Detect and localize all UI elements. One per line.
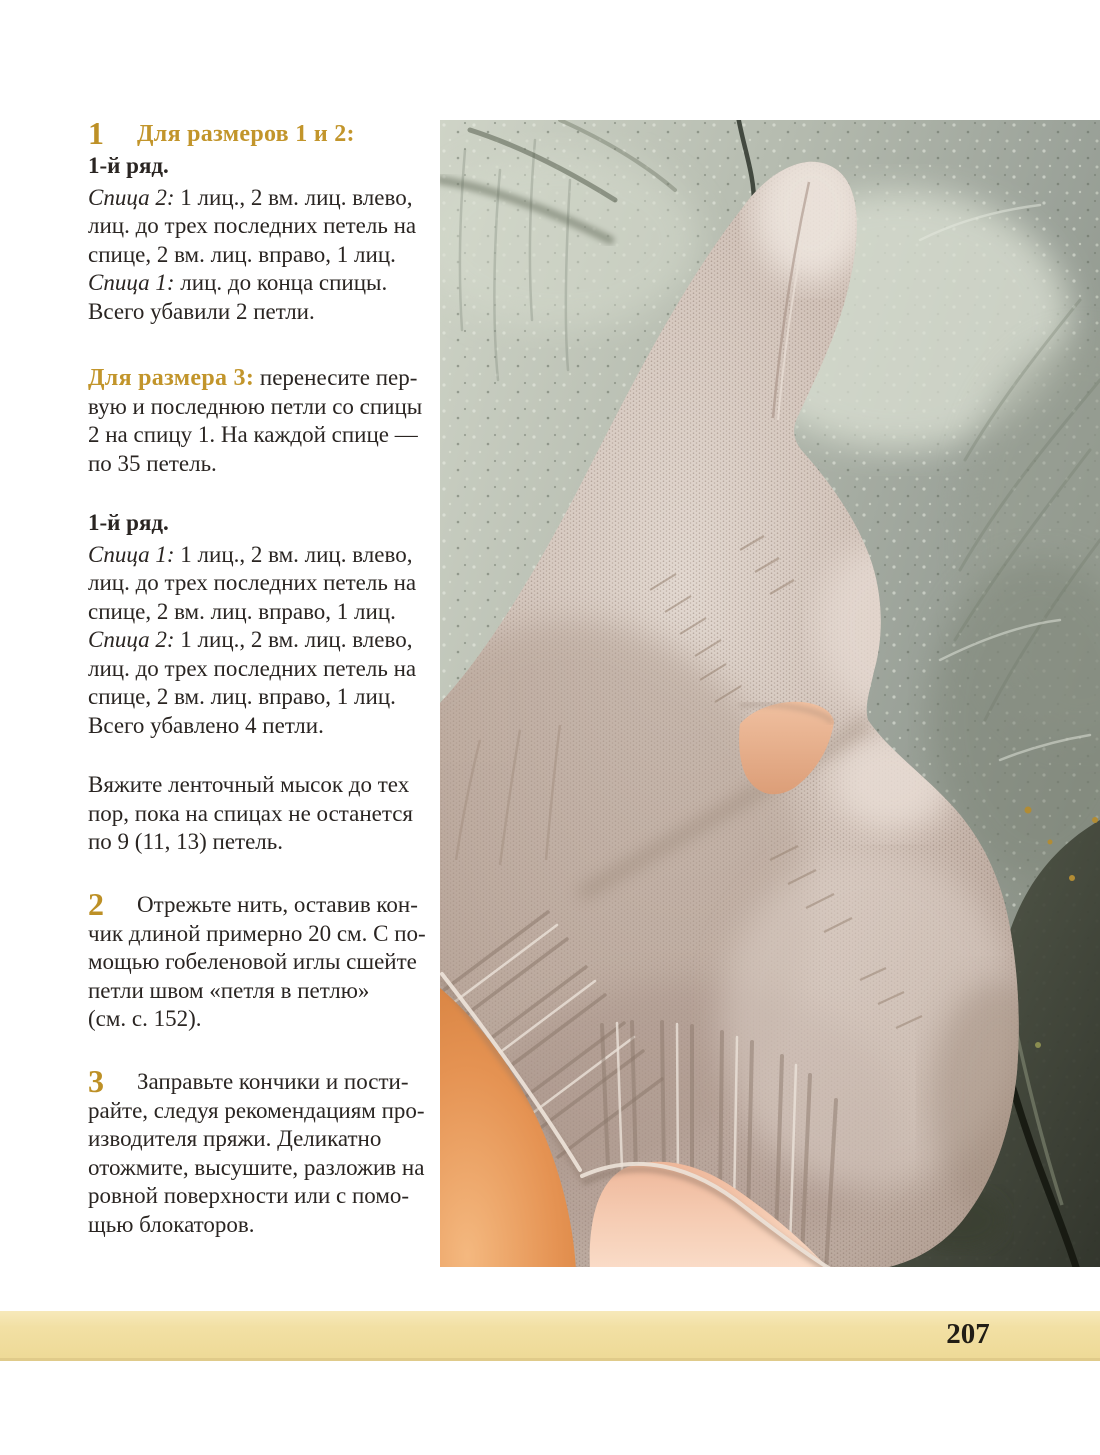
text-line: спице, 2 вм. лиц. вправо, 1 лиц. (88, 598, 396, 624)
text-line: лиц. до трех последних петель на (88, 570, 417, 595)
text-run: Отрежьте нить, оставив кон- (137, 891, 418, 917)
text-line: мощью гобеленовой иглы сшейте (88, 949, 417, 974)
text-line: ровной поверхности или с помо- (88, 1183, 410, 1208)
step-3-first-line (88, 1062, 440, 1099)
step-2-first-line (88, 885, 440, 922)
step-1-block (88, 116, 440, 326)
text-run: Заправьте кончики и пости- (137, 1068, 409, 1094)
row-label: 1-й ряд. (88, 153, 169, 178)
text-line (88, 184, 440, 213)
step-1-heading-line (88, 116, 440, 152)
text-line: Всего убавлено 4 петли. (88, 712, 324, 738)
text-line: щью блокаторов. (88, 1211, 255, 1237)
sock-photo (440, 120, 1100, 1267)
step-2-block (88, 885, 440, 1034)
text-run: перенесите пер- (254, 365, 418, 390)
text-line: Всего убавили 2 петли. (88, 298, 315, 324)
text-run: 1 лиц., 2 вм. лиц. влево, (174, 541, 413, 567)
text-line (88, 541, 440, 570)
text-line: райте, следуя рекомендациям про- (88, 1097, 425, 1123)
text-line: лиц. до трех последних петель на (88, 213, 417, 238)
text-run: лиц. до конца спицы. (174, 270, 388, 295)
text-line: отожмите, высушите, разложив на (88, 1154, 425, 1180)
text-line: спице, 2 вм. лиц. вправо, 1 лиц. (88, 684, 396, 709)
needle-label: Спица 1: (88, 270, 175, 295)
text-line: лиц. до трех последних петель на (88, 655, 417, 681)
text-line (88, 626, 440, 655)
text-line: петли швом «петля в петлю» (88, 977, 370, 1003)
sock-photo-art (440, 120, 1100, 1267)
toe-knitting-block (88, 771, 440, 857)
text-line: 2 на спицу 1. На каждой спице — (88, 422, 418, 447)
step-1-heading: Для размеров 1 и 2: (137, 121, 355, 147)
text-line: (см. с. 152). (88, 1006, 202, 1031)
size-3-block (88, 364, 440, 478)
step-number-3: 3 (88, 1062, 104, 1099)
text-run: 1 лиц., 2 вм. лиц. влево, (174, 627, 413, 652)
text-line: Вяжите ленточный мысок до тех (88, 772, 410, 797)
size-3-heading-line (88, 364, 440, 393)
size-3-heading: Для размера 3: (88, 365, 255, 391)
text-run: 1 лиц., 2 вм. лиц. влево, (174, 184, 413, 210)
step-3-block (88, 1062, 440, 1240)
needle-label: Спица 2: (88, 627, 175, 652)
needle-label: Спица 1: (88, 541, 175, 567)
step-number-2: 2 (88, 885, 104, 922)
text-line: по 35 петель. (88, 450, 217, 476)
text-line: изводителя пряжи. Деликатно (88, 1126, 382, 1151)
text-line: пор, пока на спицах не останется (88, 800, 413, 826)
step-number-1: 1 (88, 115, 104, 151)
needle-label: Спица 2: (88, 184, 175, 210)
row-label: 1-й ряд. (88, 510, 169, 535)
page-number: 207 (946, 1318, 990, 1350)
text-line: спице, 2 вм. лиц. вправо, 1 лиц. (88, 241, 396, 267)
row-1-block (88, 509, 440, 740)
instructions-column (88, 116, 440, 1239)
text-line: по 9 (11, 13) петель. (88, 829, 284, 854)
text-line: чик длиной примерно 20 см. С по- (88, 920, 426, 946)
text-line: вую и последнюю петли со спицы (88, 393, 423, 419)
text-line (88, 269, 440, 298)
